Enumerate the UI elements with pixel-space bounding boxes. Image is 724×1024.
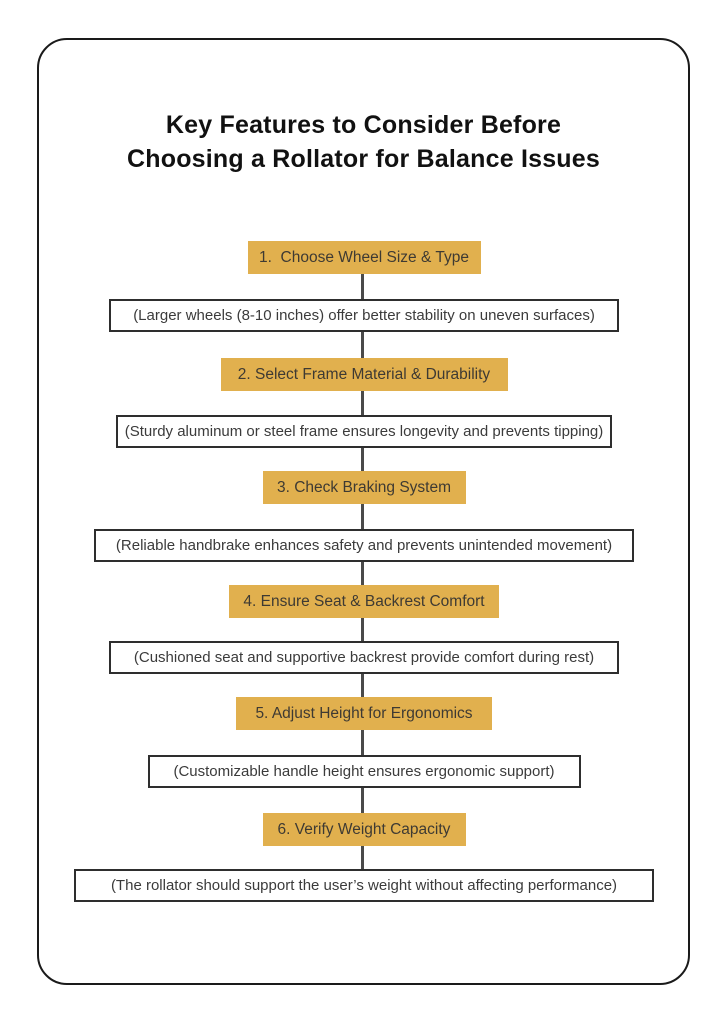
page-title-line2: Choosing a Rollator for Balance Issues — [127, 145, 600, 173]
step-2-label: 2. Select Frame Material & Durability — [221, 358, 508, 391]
step-3-label: 3. Check Braking System — [263, 471, 466, 504]
infographic-card-border — [37, 38, 690, 985]
step-6-label: 6. Verify Weight Capacity — [263, 813, 466, 846]
step-5-detail: (Customizable handle height ensures ergonomic support) — [148, 755, 581, 788]
flow-connector-line — [361, 258, 364, 883]
step-3-detail: (Reliable handbrake enhances safety and prevents unintended movement) — [94, 529, 634, 562]
step-4-label: 4. Ensure Seat & Backrest Comfort — [229, 585, 499, 618]
step-2-detail: (Sturdy aluminum or steel frame ensures longevity and prevents tipping) — [116, 415, 612, 448]
step-6-detail: (The rollator should support the user’s weight without affecting performance) — [74, 869, 654, 902]
step-1-detail: (Larger wheels (8-10 inches) offer better stability on uneven surfaces) — [109, 299, 619, 332]
step-5-label: 5. Adjust Height for Ergonomics — [236, 697, 492, 730]
step-4-detail: (Cushioned seat and supportive backrest provide comfort during rest) — [109, 641, 619, 674]
page-title — [39, 108, 688, 176]
step-1-label: 1. Choose Wheel Size & Type — [248, 241, 481, 274]
page-title-line1: Key Features to Consider Before — [165, 111, 562, 139]
